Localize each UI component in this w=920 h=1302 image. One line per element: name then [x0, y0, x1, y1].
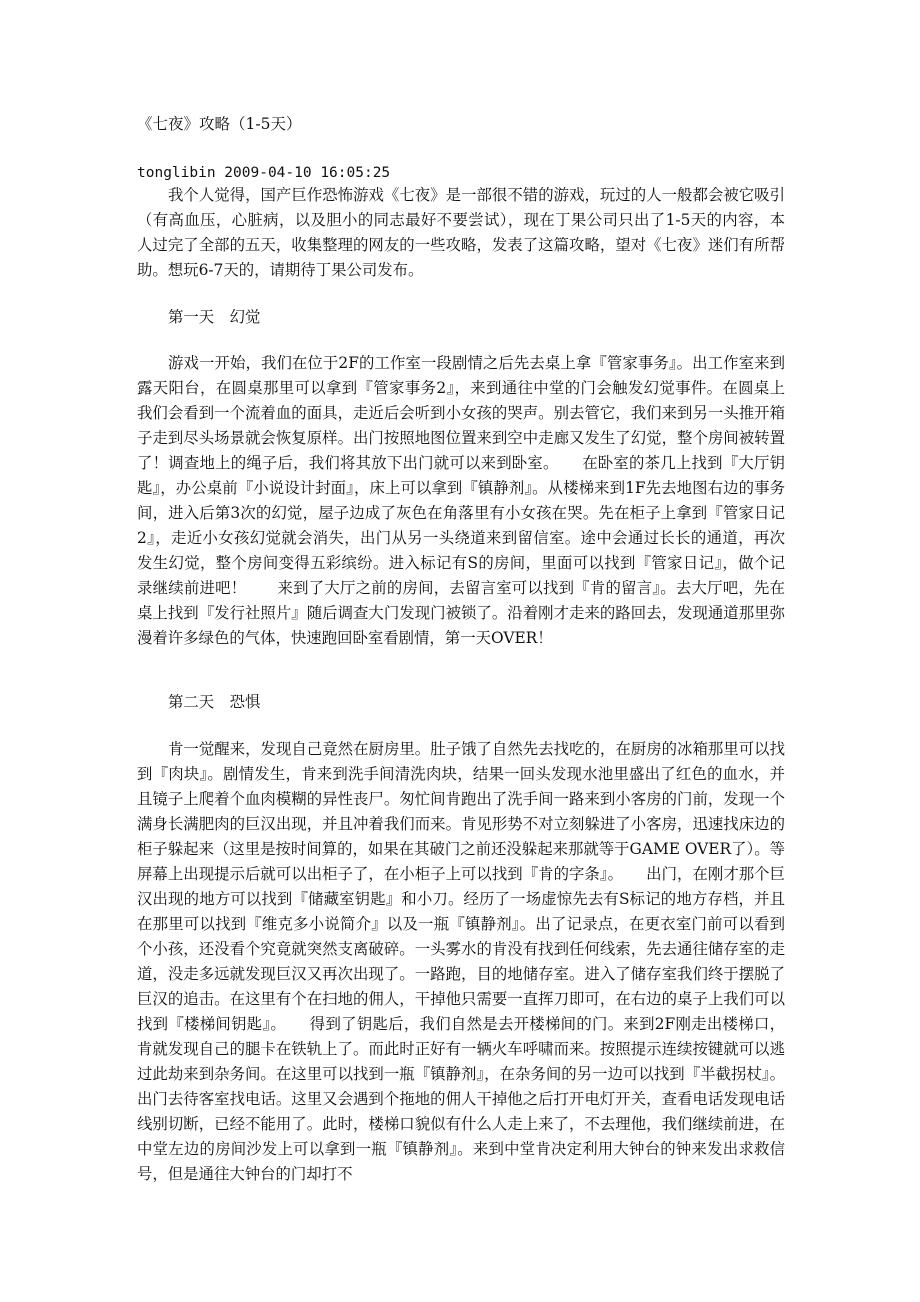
section-heading-day-1: 第一天 幻觉 — [168, 308, 261, 326]
intro-paragraph: 我个人觉得，国产巨作恐怖游戏《七夜》是一部很不错的游戏，玩过的人一般都会被它吸引（有高血压，心脏病，以及胆小的同志最好不要尝试），现在丁果公司只出了1-5天的内容，本人过完了全部的五天，收集整理的网友的一些攻略，发表了这篇攻略，望对《七夜》迷们有所帮助。想玩6-7天的，请期待丁果公司发布。 — [137, 186, 785, 279]
section-paragraph-day-1: 游戏一开始，我们在位于2F的工作室一段剧情之后先去桌上拿『管家事务』。出工作室来到露天阳台，在圆桌那里可以拿到『管家事务2』，来到通往中堂的门会触发幻觉事件。在圆桌上我们会看到一个流着血的面具，走近后会听到小女孩的哭声。别去管它，我们来到另一头推开箱子走到尽头场景就会恢复原样。出门按照地图位置来到空中走廊又发生了幻觉，整个房间被转置了！调查地上的绳子后，我们将其放下出门就可以来到卧室。 在卧室的茶几上找到『大厅钥匙』，办公桌前『小说设计封面』，床上可以拿到『镇静剂』。从楼梯来到1F先去地图右边的事务间，进入后第3次的幻觉，屋子边成了灰色在角落里有小女孩在哭。先在柜子上拿到『管家日记2』，走近小女孩幻觉就会消失，出门从另一头绕道来到留信室。途中会通过长长的通道，再次发生幻觉，整个房间变得五彩缤纷。进入标记有S的房间，里面可以找到『管家日记』，做个记录继续前进吧！ 来到了大厅之前的房间，去留言室可以找到『肯的留言』。去大厅吧，先在桌上找到『发行社照片』随后调查大门发现门被锁了。沿着刚才走来的路回去，发现通道那里弥漫着许多绿色的气体，快速跑回卧室看剧情，第一天OVER！ — [137, 354, 785, 647]
section-paragraph-day-2: 肯一觉醒来，发现自己竟然在厨房里。肚子饿了自然先去找吃的，在厨房的冰箱那里可以找到『肉块』。剧情发生，肯来到洗手间清洗肉块，结果一回头发现水池里盛出了红色的血水，并且镜子上爬着个血肉模糊的异性丧尸。匆忙间肯跑出了洗手间一路来到小客房的门前，发现一个满身长满肥肉的巨汉出现，并且冲着我们而来。肯见形势不对立刻躲进了小客房，迅速找床边的柜子躲起来（这里是按时间算的，如果在其破门之前还没躲起来那就等于GAME OVER了）。等屏幕上出现提示后就可以出柜子了，在小柜子上可以找到『肯的字条』。 出门，在刚才那个巨汉出现的地方可以找到『储藏室钥匙』和小刀。经历了一场虚惊先去有S标记的地方存档，并且在那里可以找到『维克多小说简介』以及一瓶『镇静剂』。出了记录点，在更衣室门前可以看到个小孩，还没看个究竟就突然支离破碎。一头雾水的肯没有找到任何线索，先去通往储存室的走道，没走多远就发现巨汉又再次出现了。一路跑，目的地储存室。进入了储存室我们终于摆脱了巨汉的追击。在这里有个在扫地的佣人，干掉他只需要一直挥刀即可，在右边的桌子上我们可以找到『楼梯间钥匙』。 得到了钥匙后，我们自然是去开楼梯间的门。来到2F刚走出楼梯口，肯就发现自己的腿卡在铁轨上了。而此时正好有一辆火车呼啸而来。按照提示连续按键就可以逃过此劫来到杂务间。在这里可以找到一瓶『镇静剂』，在杂务间的另一边可以找到『半截拐杖』。出门去待客室找电话。这里又会遇到个拖地的佣人干掉他之后打开电灯开关，查看电话发现电话线别切断，已经不能用了。此时，楼梯口貌似有什么人走上来了，不去理他，我们继续前进，在中堂左边的房间沙发上可以拿到一瓶『镇静剂』。来到中堂肯决定利用大钟台的钟来发出求救信号，但是通往大钟台的门却打不 — [137, 740, 785, 1183]
author-timestamp-line: tonglibin 2009-04-10 16:05:25 — [137, 165, 391, 181]
section-heading-day-2: 第二天 恐惧 — [168, 693, 261, 711]
document-title: 《七夜》攻略（1-5天） — [137, 115, 302, 133]
